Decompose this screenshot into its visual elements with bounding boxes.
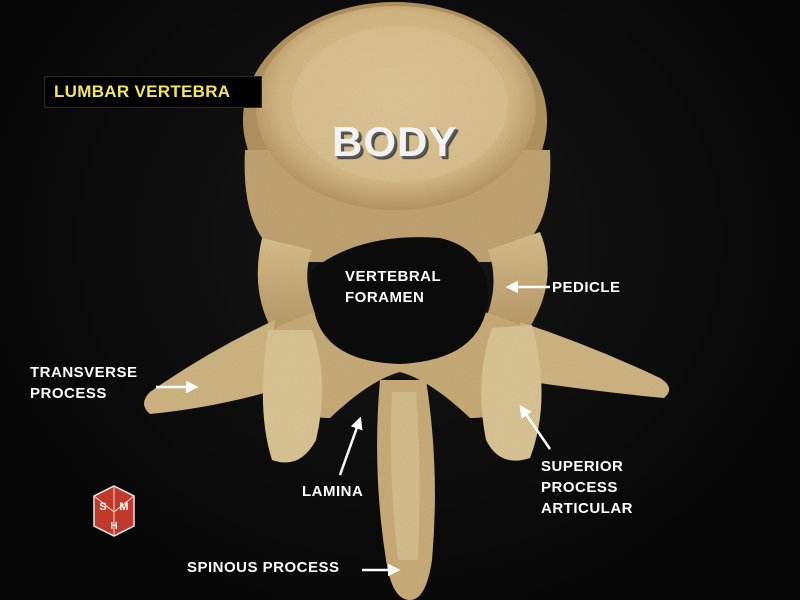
lamina-label: LAMINA	[302, 483, 364, 500]
svg-text:H: H	[110, 521, 118, 532]
svg-text:M: M	[119, 501, 129, 513]
body-label: BODY	[332, 118, 458, 165]
vertebral-foramen-label: VERTEBRAL FORAMEN	[345, 268, 442, 306]
title-box	[44, 76, 262, 108]
smh-logo	[92, 484, 136, 538]
superior-articular-process-label: SUPERIOR PROCESS ARTICULAR	[541, 458, 633, 517]
pedicle-label: PEDICLE	[552, 279, 621, 296]
title-text: LUMBAR VERTEBRA	[54, 82, 231, 101]
svg-text:S: S	[99, 501, 107, 513]
transverse-process-label: TRANSVERSE PROCESS	[30, 364, 138, 402]
spinous-process-label: SPINOUS PROCESS	[187, 559, 340, 576]
